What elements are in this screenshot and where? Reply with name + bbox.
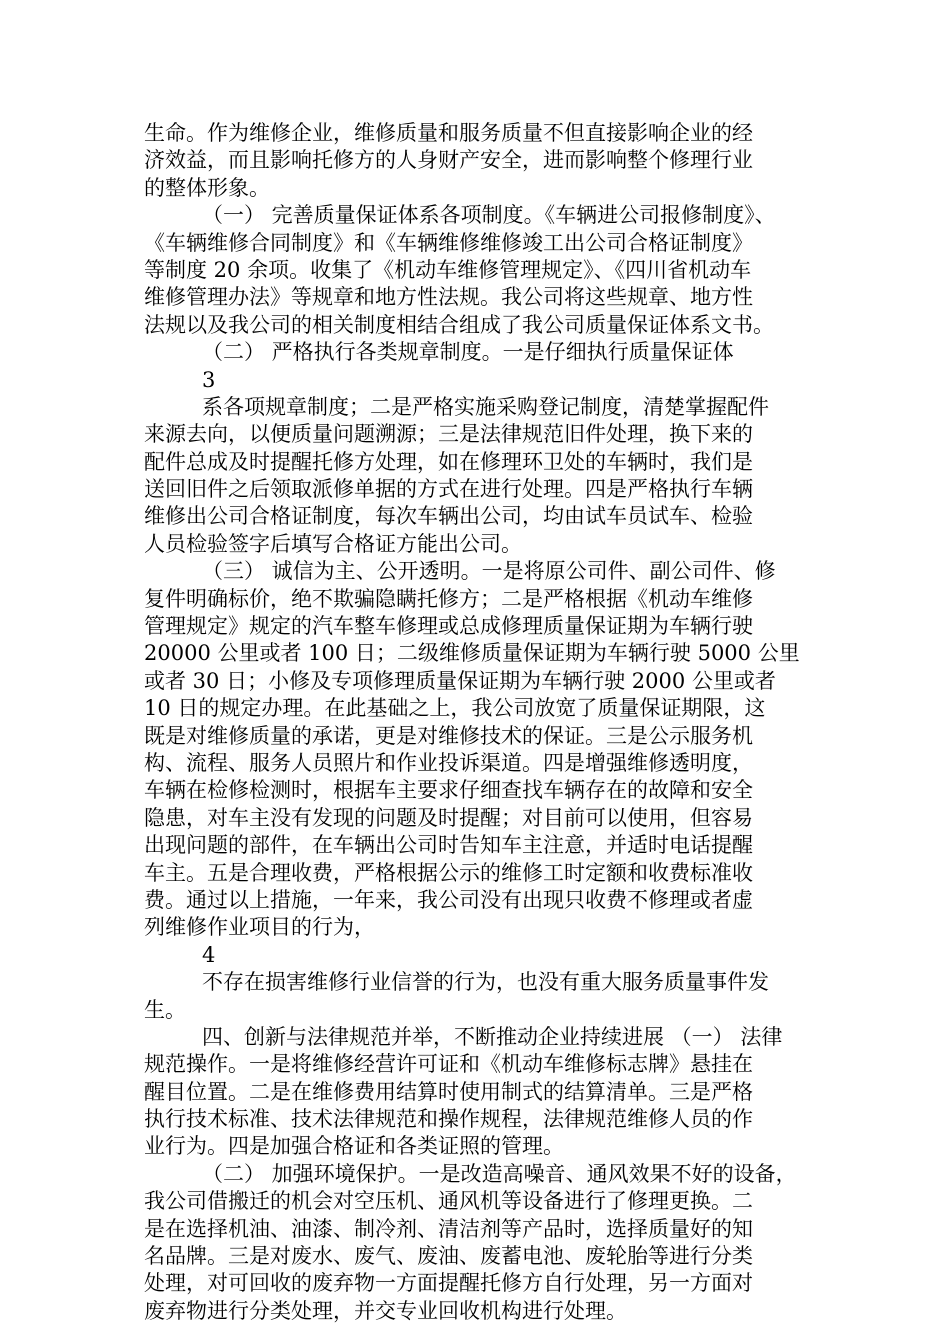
text-line: 10 日的规定办理。在此基础之上，我公司放宽了质量保证期限，这	[144, 696, 766, 721]
text-line: 费。通过以上措施，一年来，我公司没有出现只收费不修理或者虚	[144, 887, 753, 912]
text-line: 《车辆维修合同制度》和《车辆维修维修竣工出公司合格证制度》	[144, 230, 753, 255]
text-line: 四、创新与法律规范并举，不断推动企业持续进展 （一） 法律	[202, 1024, 783, 1049]
text-line: 或者 30 日；小修及专项修理质量保证期为车辆行驶 2000 公里或者	[144, 668, 776, 693]
text-line: （二） 加强环境保护。一是改造高噪音、通风效果不好的设备，	[202, 1161, 797, 1186]
text-line: 车辆在检修检测时，根据车主要求仔细查找车辆存在的故障和安全	[144, 778, 753, 803]
text-line: 送回旧件之后领取派修单据的方式在进行处理。四是严格执行车辆	[144, 477, 753, 502]
text-line: 名品牌。三是对废水、废气、废油、废蓄电池、废轮胎等进行分类	[144, 1244, 753, 1269]
document-body	[144, 120, 812, 1325]
text-line: 列维修作业项目的行为，	[144, 915, 375, 940]
text-line: 执行技术标准、技术法律规范和操作规程，法律规范维修人员的作	[144, 1107, 753, 1132]
text-line: （一） 完善质量保证体系各项制度。《车辆进公司报修制度》、	[202, 203, 776, 228]
text-line: 废弃物进行分类处理，并交专业回收机构进行处理。	[144, 1298, 627, 1323]
text-line: 人员检验签字后填写合格证方能出公司。	[144, 531, 522, 556]
text-line: 管理规定》规定的汽车整车修理或总成修理质量保证期为车辆行驶	[144, 614, 753, 639]
text-line: 隐患，对车主没有发现的问题及时提醒；对目前可以使用，但容易	[144, 805, 753, 830]
text-line: 生命。作为维修企业，维修质量和服务质量不但直接影响企业的经	[144, 121, 753, 145]
text-line: 业行为。四是加强合格证和各类证照的管理。	[144, 1134, 564, 1159]
text-line: 出现问题的部件，在车辆出公司时告知车主注意，并适时电话提醒	[144, 833, 753, 858]
text-line: （二） 严格执行各类规章制度。一是仔细执行质量保证体	[202, 340, 734, 365]
page-number: 4	[202, 942, 216, 967]
text-line: 等制度 20 余项。收集了《机动车维修管理规定》、《四川省机动车	[144, 257, 752, 282]
text-line: 来源去向，以便质量问题溯源；三是法律规范旧件处理，换下来的	[144, 422, 753, 447]
text-line: （三） 诚信为主、公开透明。一是将原公司件、副公司件、修	[202, 559, 776, 584]
text-line: 是在选择机油、油漆、制冷剂、清洁剂等产品时，选择质量好的知	[144, 1216, 753, 1241]
text-line: 我公司借搬迁的机会对空压机、通风机等设备进行了修理更换。二	[144, 1189, 753, 1214]
text-line: 车主。五是合理收费，严格根据公示的维修工时定额和收费标准收	[144, 860, 753, 885]
text-line: 规范操作。一是将维修经营许可证和《机动车维修标志牌》悬挂在	[144, 1052, 753, 1077]
text-line: 处理，对可回收的废弃物一方面提醒托修方自行处理，另一方面对	[144, 1271, 753, 1296]
text-line: 20000 公里或者 100 日；二级维修质量保证期为车辆行驶 5000 公里	[144, 641, 800, 666]
text-line: 法规以及我公司的相关制度相结合组成了我公司质量保证体系文书。	[144, 312, 774, 337]
text-line: 生。	[144, 997, 186, 1022]
text-line: 复件明确标价，绝不欺骗隐瞒托修方；二是严格根据《机动车维修	[144, 586, 753, 611]
text-line: 系各项规章制度；二是严格实施采购登记制度，清楚掌握配件	[202, 394, 769, 419]
text-line: 的整体形象。	[144, 175, 270, 200]
text-line: 济效益，而且影响托修方的人身财产安全，进而影响整个修理行业	[144, 148, 753, 173]
text-line: 醒目位置。二是在维修费用结算时使用制式的结算清单。三是严格	[144, 1079, 753, 1104]
text-line: 既是对维修质量的承诺，更是对维修技术的保证。三是公示服务机	[144, 723, 753, 748]
text-line: 配件总成及时提醒托修方处理，如在修理环卫处的车辆时，我们是	[144, 449, 753, 474]
page-number: 3	[202, 367, 216, 392]
text-line: 维修管理办法》等规章和地方性法规。我公司将这些规章、地方性	[144, 285, 753, 310]
text-line: 不存在损害维修行业信誉的行为，也没有重大服务质量事件发	[202, 970, 769, 995]
text-line: 构、流程、服务人员照片和作业投诉渠道。四是增强维修透明度，	[144, 750, 753, 775]
text-line: 维修出公司合格证制度，每次车辆出公司，均由试车员试车、检验	[144, 504, 753, 529]
